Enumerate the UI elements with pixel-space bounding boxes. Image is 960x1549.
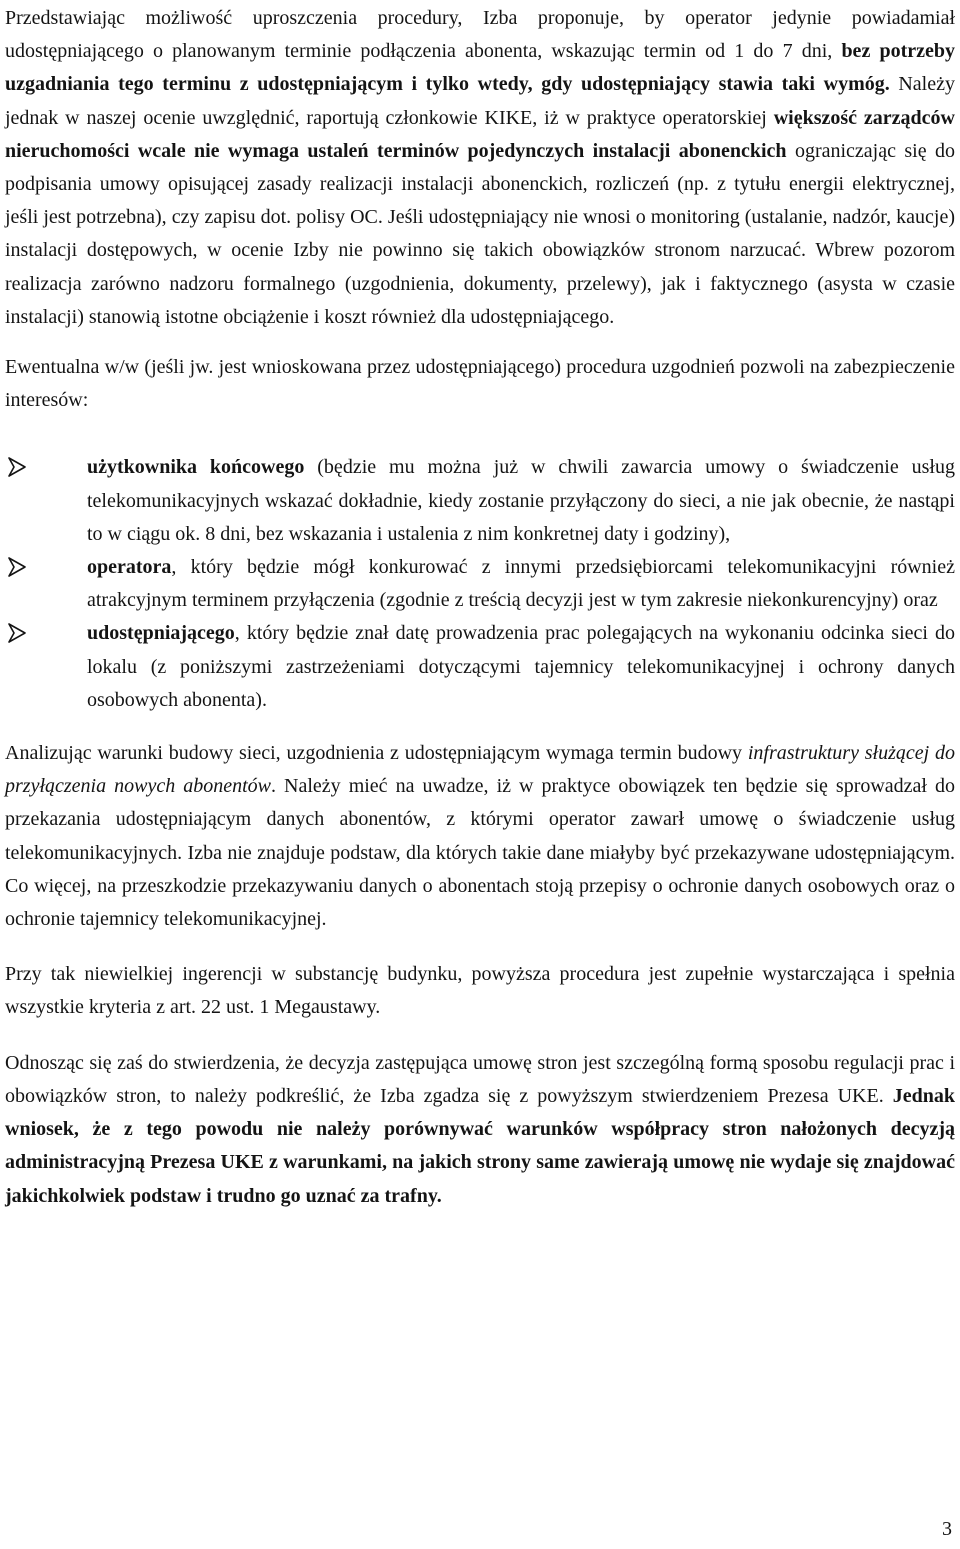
bullet-bold-term: użytkownika końcowego: [87, 456, 305, 479]
bullet-bold-term: udostępniającego: [87, 622, 235, 645]
paragraph-network-construction: [5, 737, 955, 936]
bold-text-run: Jednak wniosek, że z tego powodu nie należy porównywać warunków współpracy stron nałożonych decyzją administracyjną Prezesa UKE z warunkami, na jakich strony same zawierają umowę nie wydaje się znajdować jakichkolwiek podstaw i trudno go uznać za trafny.: [5, 1084, 955, 1207]
bullet-bold-term: operatora: [87, 556, 172, 579]
list-item: [5, 451, 955, 551]
list-item: [5, 617, 955, 717]
text-run: Przedstawiając możliwość uproszczenia procedury, Izba proponuje, by operator jedynie powiadamiał udostępniającego o planowanym terminie podłączenia abonenta, wskazując termin od 1 do 7 dni,: [5, 7, 955, 63]
page-number: 3: [942, 1518, 952, 1540]
arrowhead-bullet-icon: [7, 623, 27, 643]
italic-text-run: infrastruktury służącej do przyłączenia nowych abonentów: [5, 742, 955, 798]
document-page: [5, 0, 955, 1213]
text-run: . Należy mieć na uwadze, iż w praktyce obowiązek ten będzie się sprowadzał do przekazania udostępniającym danych abonentów, z którymi operator zawarł umowę o świadczenie usług telekomunikacyjnych. Izba nie znajduje podstaw, dla których takie dane miałyby być przekazywane udostępniającym. Co więcej, na przeszkodzie przekazywaniu danych o abonentach stoją przepisy o ochronie danych osobowych oraz o ochronie tajemnicy telekomunikacyjnej.: [5, 775, 956, 931]
text-run: Odnosząc się zaś do stwierdzenia, że decyzja zastępująca umowę stron jest szczególną formą sposobu regulacji prac i obowiązków stron, to należy podkreślić, że Izba zgadza się z powyższym stwierdzeniem Prezesa UKE.: [5, 1051, 955, 1107]
bold-text-run: bez potrzeby uzgadniania tego terminu z udostępniającym i tylko wtedy, gdy udostępniający stawia taki wymóg.: [5, 40, 955, 96]
paragraph-simplification-proposal: [5, 0, 955, 334]
arrowhead-bullet-icon: [7, 457, 27, 477]
bold-text-run: większość zarządców nieruchomości wcale nie wymaga ustaleń terminów pojedynczych instalacji abonenckich: [5, 106, 955, 162]
paragraph-uke-decision: [5, 1047, 955, 1213]
arrowhead-bullet-icon: [7, 557, 27, 577]
text-run: Analizując warunki budowy sieci, uzgodnienia z udostępniającym wymaga termin budowy: [5, 742, 748, 765]
bullet-text: , który będzie znał datę prowadzenia prac polegających na wykonaniu odcinka sieci do lokalu (z poniższymi zastrzeżeniami dotyczącymi tajemnicy telekomunikacyjnej i ochrony danych osobowych abonenta).: [87, 622, 955, 711]
bullet-text: , który będzie mógł konkurować z innymi przedsiębiorcami telekomunikacyjni również atrakcyjnym terminem przyłączenia (zgodnie z treścią decyzji jest w tym zakresie niekonkurencyjny) oraz: [87, 556, 955, 612]
paragraph-building-interference: Przy tak niewielkiej ingerencji w substancję budynku, powyższa procedura jest zupełnie wystarczająca i spełnia wszystkie kryteria z art. 22 ust. 1 Megaustawy.: [5, 963, 955, 1019]
text-run: ograniczając się do podpisania umowy opisującej zasady realizacji instalacji abonenckich, rozliczeń (np. z tytułu energii elektrycznej, jeśli jest potrzebna), czy zapisu dot. polisy OC. Jeśli udostępniający nie wnosi o monitoring (ustalanie, nadzór, kaucje) instalacji dostępowych, w ocenie Izby nie powinno się takich obowiązków stronom narzucać. Wbrew pozorom realizacja zarówno nadzoru formalnego (uzgodnienia, dokumenty, przelewy), jak i faktycznego (asysta w czasie instalacji) stanowią istotne obciążenie i koszt również dla udostępniającego.: [5, 139, 955, 328]
interests-bullet-list: [5, 451, 955, 717]
paragraph-procedure-interests: Ewentualna w/w (jeśli jw. jest wnioskowana przez udostępniającego) procedura uzgodnień pozwoli na zabezpieczenie interesów:: [5, 356, 955, 412]
bullet-text: (będzie mu można już w chwili zawarcia umowy o świadczenie usług telekomunikacyjnych wskazać dokładnie, kiedy zostanie przyłączony do sieci, a nie jak obecnie, że nastąpi to w ciągu ok. 8 dni, bez wskazania i ustalenia z nim konkretnej daty i godziny),: [87, 456, 955, 545]
text-run: Należy jednak w naszej ocenie uwzględnić, raportują członkowie KIKE, iż w praktyce operatorskiej: [5, 73, 955, 129]
list-item: [5, 551, 955, 617]
